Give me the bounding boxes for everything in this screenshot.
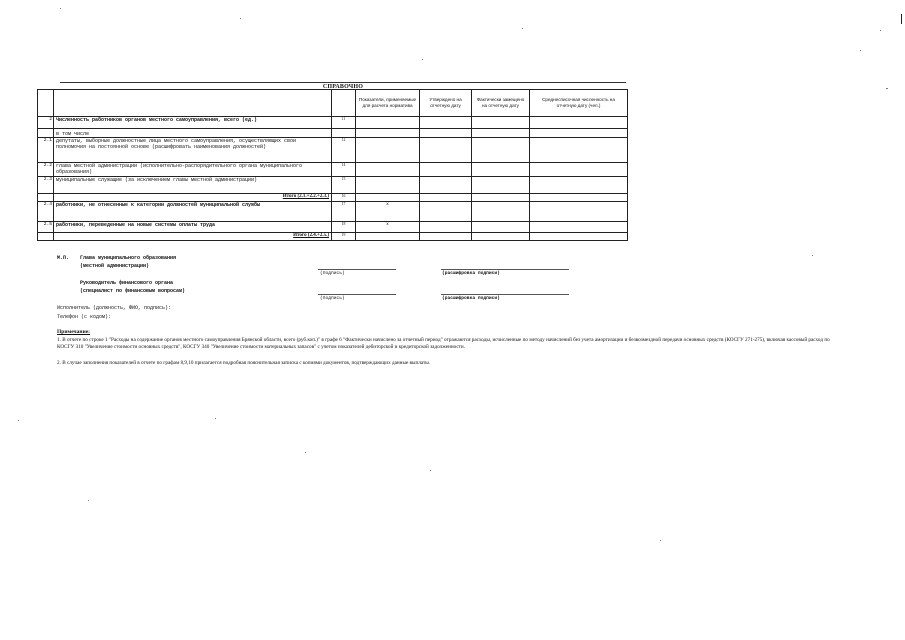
scan-speck <box>430 470 431 471</box>
row-label: депутаты, выборные должностные лица местного самоуправления, осуществляющих свои полномочия на постоянной основе (расшифровать наименования должностей) <box>54 138 332 163</box>
header-actual: Фактически замещено на отчетную дату <box>472 90 530 117</box>
finance-signature-line <box>318 294 396 295</box>
executor-label: Исполнитель (должность, ФИО, подпись): <box>57 305 172 311</box>
finance-decoding-line <box>441 294 569 295</box>
row-code: 12 <box>332 138 356 163</box>
note-1: 1. В отчете по строке 1 "Расходы на содержание органов местного самоуправления Брянской области, всего (руб.коп.)" в графе 6 "Фактически начислено за отчетный период" отражаются расходы, исчисленные по методу начислений без учета амортизации и безвозмездной передачи основных средств (КОСГУ 271-275), включая кассовый расход по КОСГУ 310 "Увеличение стоимости основных средств", КОСГУ 340 "Увеличение стоимости материальных запасов" с учетом показателей дебиторской и кредиторской задолженности. <box>57 337 830 351</box>
row-num: 2 <box>38 117 54 129</box>
row-label: в том числе <box>54 129 332 138</box>
page-title: СПРАВОЧНО <box>322 84 364 90</box>
table-row <box>38 177 628 194</box>
row-code: 18 <box>332 222 356 233</box>
row-num: 2.1 <box>38 138 54 163</box>
scan-speck <box>18 420 19 421</box>
row-num: 2.3 <box>38 177 54 194</box>
table-row <box>38 117 628 129</box>
scan-speck <box>880 30 881 31</box>
table-row <box>38 163 628 177</box>
head-signature-line <box>318 269 396 270</box>
head-signature-caption: (подпись) <box>320 271 345 276</box>
header-num <box>38 90 54 117</box>
header-average: Среднесписочная численность на отчетную дату (чел.) <box>530 90 628 117</box>
row-num: 2.2 <box>38 163 54 177</box>
reference-table <box>37 89 628 241</box>
row-code: 19 <box>332 233 356 241</box>
table-row <box>38 138 628 163</box>
row-num <box>38 129 54 138</box>
scan-speck <box>240 18 241 19</box>
table-row <box>38 129 628 138</box>
row-value: x <box>356 202 420 222</box>
row-total-label: Итого (2.1.+2.2.+2.3.) <box>54 194 332 202</box>
scan-speck <box>886 88 888 89</box>
row-label: муниципальные служащие (за исключением главы местной администрации) <box>54 177 332 194</box>
row-value: x <box>356 222 420 233</box>
table-row <box>38 194 628 202</box>
header-code <box>332 90 356 117</box>
scan-mark <box>901 14 902 24</box>
finance-title: Руководитель финансового органа <box>80 280 174 286</box>
scan-speck <box>88 500 89 501</box>
row-num <box>38 194 54 202</box>
stamp-mark: М.П. <box>57 255 70 261</box>
row-label: работники, переведенные на новые системы оплаты труда <box>54 222 332 233</box>
table-row <box>38 202 628 222</box>
row-code: 15 <box>332 177 356 194</box>
scan-speck <box>522 28 523 29</box>
row-code: 14 <box>332 163 356 177</box>
scan-speck <box>60 8 61 9</box>
row-total-label: Итого (2.4.+2.5.) <box>54 233 332 241</box>
row-code: 16 <box>332 194 356 202</box>
top-rule <box>60 82 626 83</box>
head-decoding-caption: (расшифровка подписи) <box>442 271 500 276</box>
row-num: 2.4 <box>38 202 54 222</box>
row-code <box>332 129 356 138</box>
row-label: Численность работников органов местного самоуправления, всего (ед.) <box>54 117 332 129</box>
row-label: работники, не отнесенные к категории должностей муниципальной службы <box>54 202 332 222</box>
table-row <box>38 233 628 241</box>
row-num: 2.5 <box>38 222 54 233</box>
finance-decoding-caption: (расшифровка подписи) <box>442 296 500 301</box>
notes-title: Примечание: <box>57 329 91 335</box>
head-title: Глава муниципального образования <box>80 255 177 261</box>
phone-label: Телефон (с кодом): <box>57 314 112 320</box>
scan-speck <box>305 452 306 453</box>
header-norm: Показатели, применяемые для расчета норматива <box>356 90 420 117</box>
table-row <box>38 222 628 233</box>
header-approved: Утверждено на отчетную дату <box>420 90 472 117</box>
finance-subtitle: (специалист по финансовым вопросам) <box>80 288 186 294</box>
scan-speck <box>215 418 216 419</box>
row-label: глава местной администрации (исполнительно-распорядительного органа муниципального образования) <box>54 163 332 177</box>
head-decoding-line <box>441 269 569 270</box>
scan-speck <box>812 255 813 256</box>
finance-signature-caption: (подпись) <box>320 296 345 301</box>
row-num <box>38 233 54 241</box>
scan-speck <box>422 59 423 60</box>
row-code: 17 <box>332 202 356 222</box>
header-label <box>54 90 332 117</box>
scan-speck <box>660 540 661 541</box>
note-2: 2. В случае заполнения показателей в отчете по графам 8,9,10 прилагается подробная пояснительная записка с копиями документов, подтверждающих данные выплаты. <box>57 360 431 366</box>
head-subtitle: (местной администрации) <box>80 263 150 269</box>
row-code: 11 <box>332 117 356 129</box>
scan-speck <box>860 50 861 51</box>
